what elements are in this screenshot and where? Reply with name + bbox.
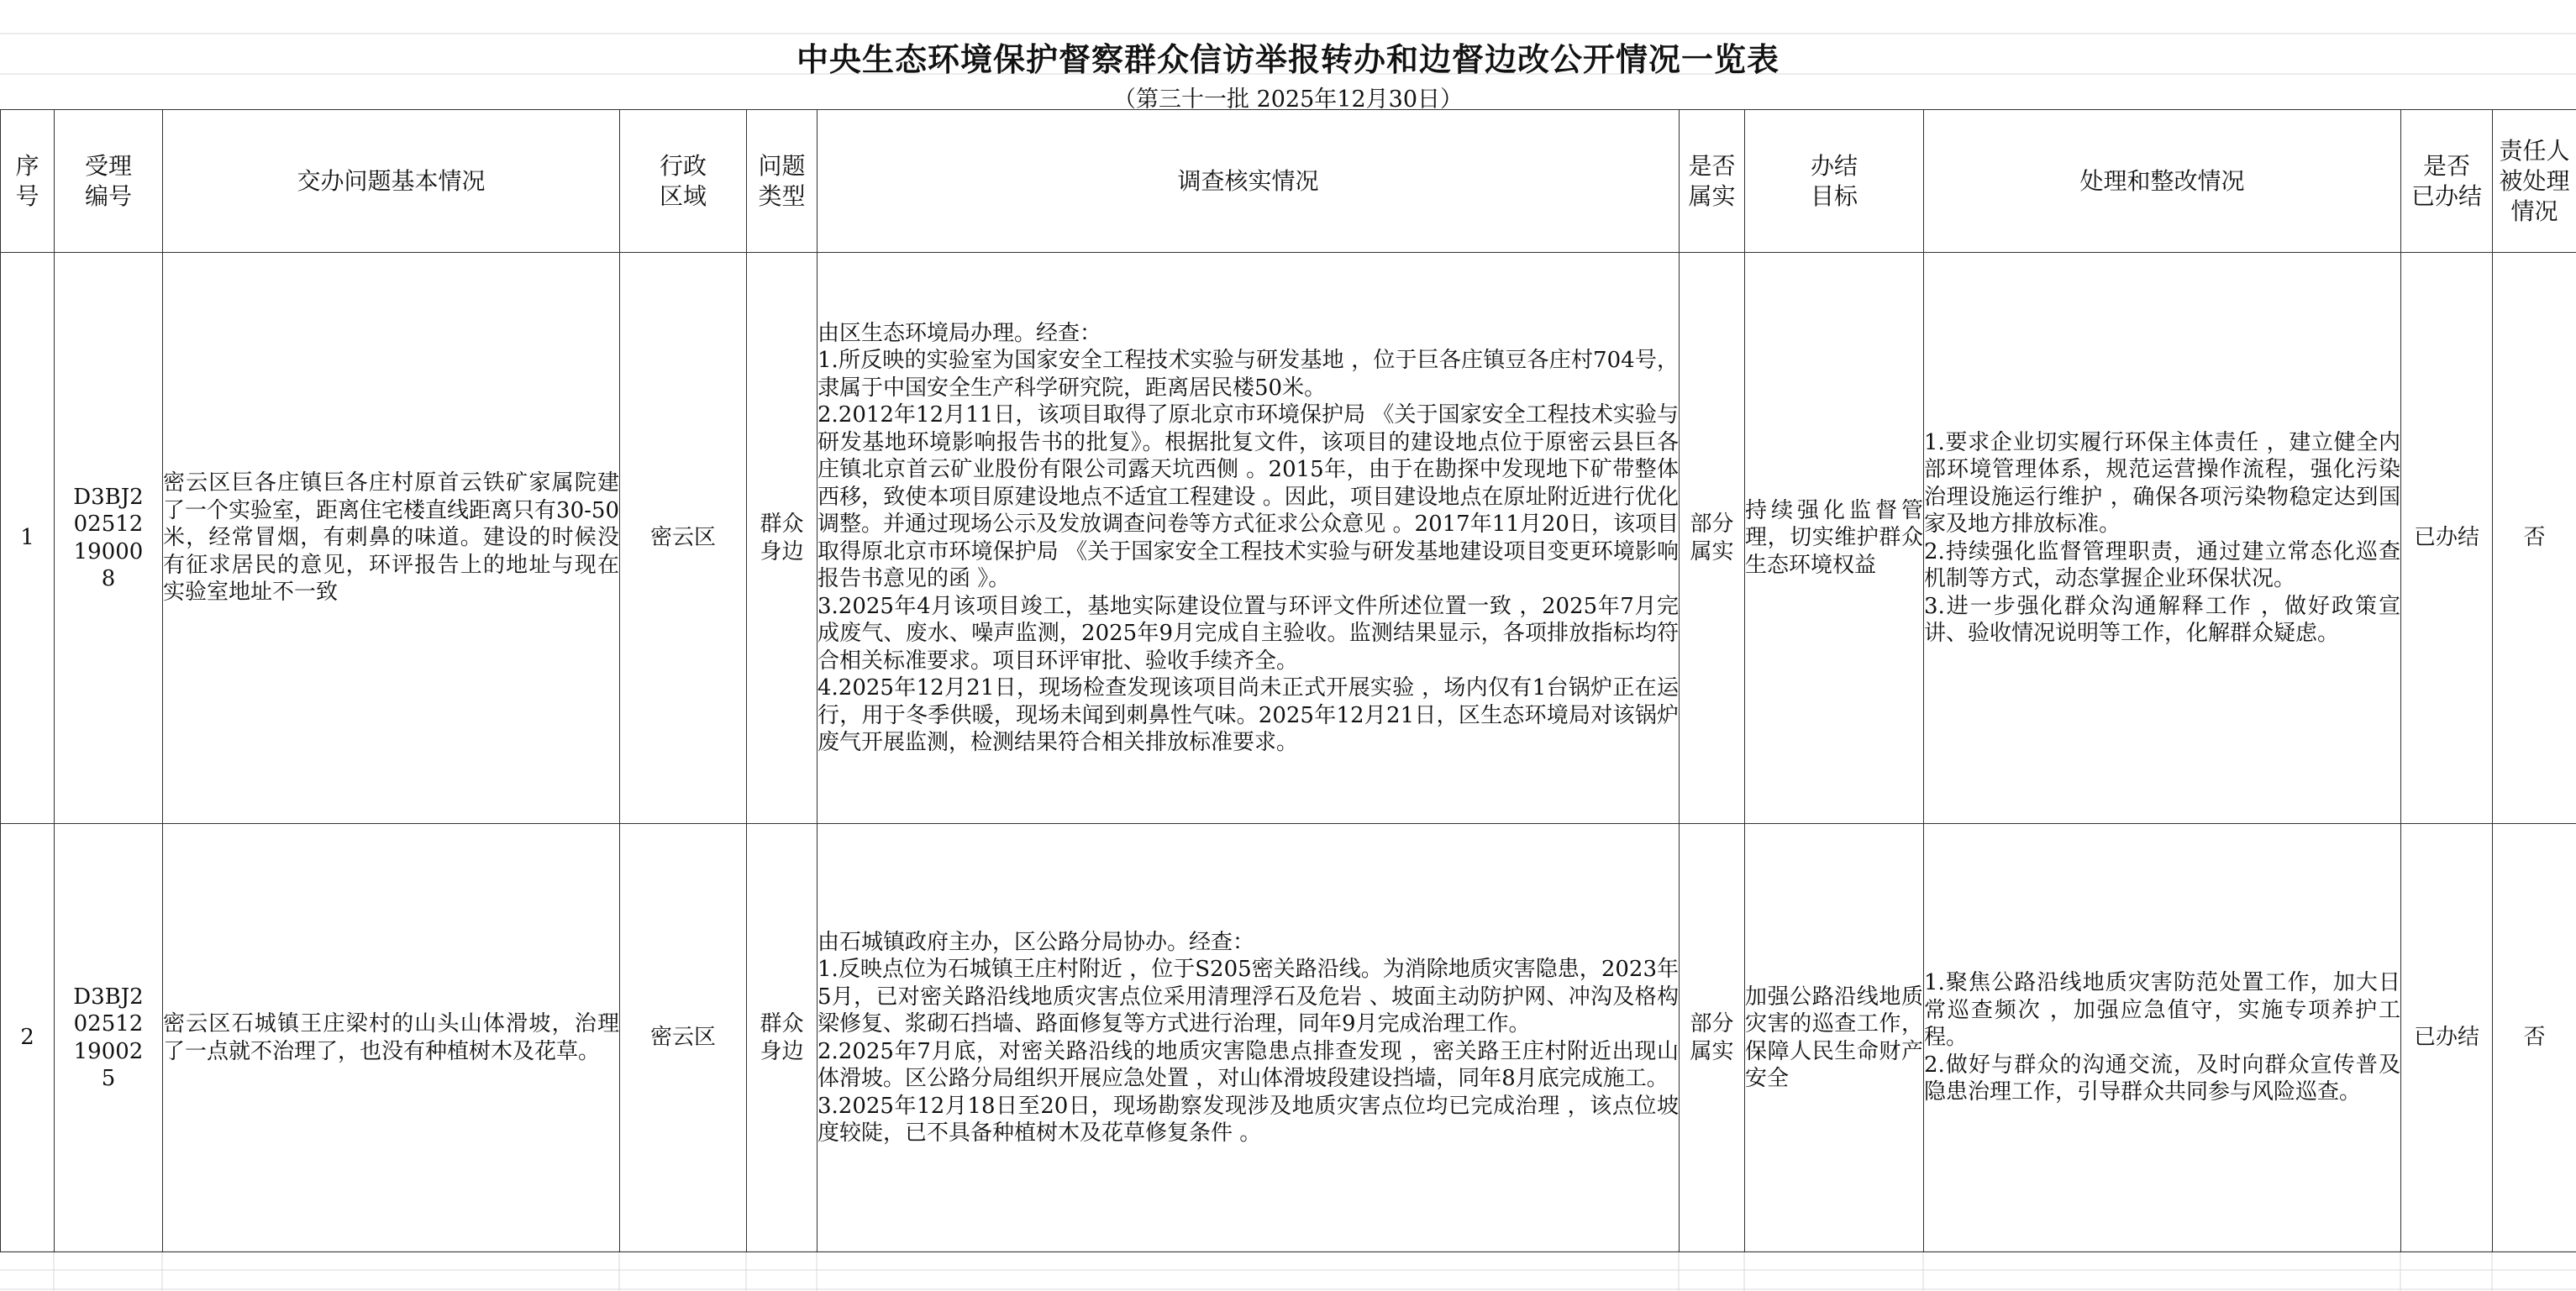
row-id: D3BJ2 02512 19002 5 (55, 824, 163, 1252)
header-issue: 交办问题基本情况 (163, 110, 620, 253)
row-issue: 密云区巨各庄镇巨各庄村原首云铁矿家属院建了一个实验室，距离住宅楼直线距离只有30-50米，经常冒烟，有刺鼻的味道。建设的时候没有征求居民的意见，环评报告上的地址与现在实验室地址不一致 (163, 253, 620, 824)
row-type: 群众 身边 (747, 253, 817, 824)
header-id: 受理 编号 (55, 110, 163, 253)
complaint-table (0, 109, 2576, 1252)
row-type: 群众 身边 (747, 824, 817, 1252)
row-investigation: 由石城镇政府主办，区公路分局协办。经查： 1.反映点位为石城镇王庄村附近 ，位于S205密关路沿线。为消除地质灾害隐患，2023年5月，已对密关路沿线地质灾害点位采用清理浮石及危岩 、坡面主动防护网、冲沟及格构梁修复、浆砌石挡墙、路面修复等方式进行治理，同年9月完成治理工作。 2.2025年7月底，对密关路沿线的地质灾害隐患点排查发现 ，密关路王庄村附近出现山体滑坡。区公路分局组织开展应急处置 ，对山体滑坡段建设挡墙，同年8月底完成施工。 3.2025年12月18日至20日，现场勘察发现涉及地质灾害点位均已完成治理 ，该点位坡度较陡，已不具备种植树木及花草修复条件 。 (817, 824, 1680, 1252)
header-investigation: 调查核实情况 (817, 110, 1680, 253)
row-rectification: 1.要求企业切实履行环保主体责任 ，建立健全内部环境管理体系，规范运营操作流程，强化污染治理设施运行维护 ，确保各项污染物稳定达到国家及地方排放标准。 2.持续强化监督管理职责，通过建立常态化巡查机制等方式，动态掌握企业环保状况。 3.进一步强化群众沟通解释工作 ，做好政策宣讲、验收情况说明等工作，化解群众疑虑。 (1924, 253, 2401, 824)
header-closed: 是否 已办结 (2401, 110, 2493, 253)
row-closed: 已办结 (2401, 824, 2493, 1252)
row-verified: 部分 属实 (1680, 253, 1745, 824)
header-accountability: 责任人 被处理 情况 (2493, 110, 2576, 253)
header-rectification: 处理和整改情况 (1924, 110, 2401, 253)
batch-subtitle: （第三十一批 2025年12月30日） (1112, 87, 1463, 113)
row-closed: 已办结 (2401, 253, 2493, 824)
row-region: 密云区 (620, 253, 747, 824)
table-row (1, 253, 2576, 824)
header-seq: 序 号 (1, 110, 55, 253)
page-title: 中央生态环境保护督察群众信访举报转办和边督边改公开情况一览表 (796, 41, 1780, 78)
header-verified: 是否 属实 (1680, 110, 1745, 253)
row-region: 密云区 (620, 824, 747, 1252)
row-seq: 1 (1, 253, 55, 824)
row-seq: 2 (1, 824, 55, 1252)
row-accountability: 否 (2493, 824, 2576, 1252)
table-header-row (1, 110, 2576, 253)
table-row (1, 824, 2576, 1252)
row-verified: 部分 属实 (1680, 824, 1745, 1252)
header-goal: 办结 目标 (1745, 110, 1924, 253)
row-issue: 密云区石城镇王庄梁村的山头山体滑坡，治理了一点就不治理了，也没有种植树木及花草。 (163, 824, 620, 1252)
row-investigation: 由区生态环境局办理。经查： 1.所反映的实验室为国家安全工程技术实验与研发基地 ，位于巨各庄镇豆各庄村704号，隶属于中国安全生产科学研究院，距离居民楼50米。 2.2012年12月11日，该项目取得了原北京市环境保护局 《关于国家安全工程技术实验与研发基地环境影响报告书的批复》。根据批复文件，该项目的建设地点位于原密云县巨各庄镇北京首云矿业股份有限公司露天坑西侧 。2015年，由于在勘探中发现地下矿带整体西移，致使本项目原建设地点不适宜工程建设 。因此，项目建设地点在原址附近进行优化调整。并通过现场公示及发放调查问卷等方式征求公众意见 。2017年11月20日，该项目取得原北京市环境保护局 《关于国家安全工程技术实验与研发基地建设项目变更环境影响报告书意见的函 》。 3.2025年4月该项目竣工，基地实际建设位置与环评文件所述位置一致 ，2025年7月完成废气、废水、噪声监测，2025年9月完成自主验收。监测结果显示，各项排放指标均符合相关标准要求。项目环评审批、验收手续齐全。 4.2025年12月21日，现场检查发现该项目尚未正式开展实验 ，场内仅有1台锅炉正在运行，用于冬季供暖，现场未闻到刺鼻性气味。2025年12月21日，区生态环境局对该锅炉废气开展监测，检测结果符合相关排放标准要求。 (817, 253, 1680, 824)
header-type: 问题 类型 (747, 110, 817, 253)
row-accountability: 否 (2493, 253, 2576, 824)
row-id: D3BJ2 02512 19000 8 (55, 253, 163, 824)
row-rectification: 1.聚焦公路沿线地质灾害防范处置工作，加大日常巡查频次 ，加强应急值守，实施专项养护工程。 2.做好与群众的沟通交流，及时向群众宣传普及隐患治理工作，引导群众共同参与风险巡查。 (1924, 824, 2401, 1252)
header-region: 行政 区域 (620, 110, 747, 253)
row-goal: 加强公路沿线地质灾害的巡查工作，保障人民生命财产安全 (1745, 824, 1924, 1252)
row-goal: 持续强化监督管理，切实维护群众生态环境权益 (1745, 253, 1924, 824)
